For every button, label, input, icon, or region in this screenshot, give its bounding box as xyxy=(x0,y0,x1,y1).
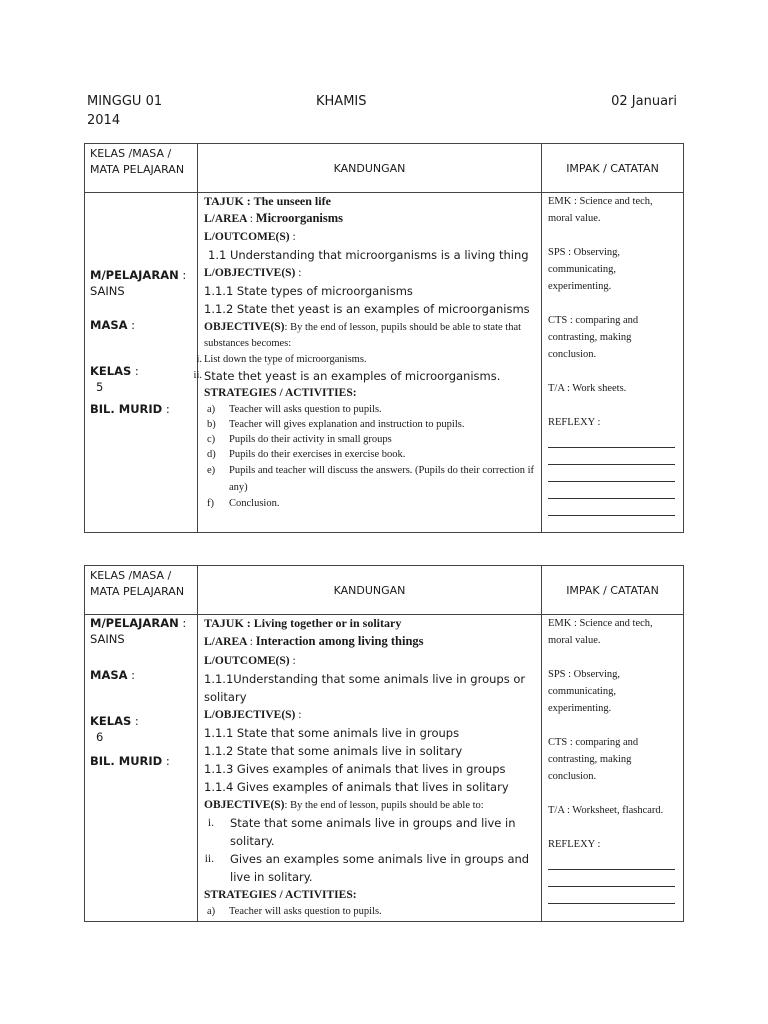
ta-text: T/A : Work sheets. xyxy=(548,383,627,394)
strategy-letter: d) xyxy=(207,449,216,460)
tajuk-line xyxy=(204,615,535,631)
strategy-item xyxy=(204,904,535,919)
lobjective-item: 1.1.2 State thet yeast is an examples of microorganisms xyxy=(204,302,530,316)
week-label: MINGGU 01 xyxy=(87,94,163,109)
strategy-letter: f) xyxy=(207,498,214,509)
date-label: 02 Januari xyxy=(611,94,677,109)
tajuk-label: TAJUK : xyxy=(204,194,251,208)
murid-label: BIL. MURID xyxy=(90,754,163,768)
header-impak: IMPAK / CATATAN xyxy=(542,144,684,193)
reflexy-line[interactable] xyxy=(548,465,675,482)
objective-item xyxy=(204,814,535,850)
strategy-item xyxy=(204,462,535,496)
strategy-text: Teacher will gives explanation and instruction to pupils. xyxy=(229,419,465,430)
objective-text: : By the end of lesson, pupils should be able to: xyxy=(284,800,484,811)
emk-text: EMK : Science and tech, moral value. xyxy=(548,196,653,224)
masa-label: MASA xyxy=(90,668,128,682)
lobjective-label: L/OBJECTIVE(S) xyxy=(204,709,296,721)
day-label: KHAMIS xyxy=(316,94,367,109)
tajuk-value: The unseen life xyxy=(253,194,331,208)
lesson-content-cell: TAJUK : The unseen life L/AREA : Microorganisms L/OUTCOME(S) : 1.1 Understanding that microorganisms is a living thing L/OBJECTIVE(S) : 1.1.1 State types of microorganisms 1.1.2 State thet yeast is an examples of microorganisms OBJECTIVE(S): By the end of lesson, pupils should be able to state that substances becomes: i. List down the type of microorganisms. ii. State thet yeast is an examples of microorganisms. STRATEGIES / ACTIVITIES: a) Teacher will asks question to pupils. b) Teacher will gives explanation and instruction to pupils. c) Pupils do their activity in small groups d) Pupils do their exercises in exercise book. e) Pupils and teacher will discuss the answers. (Pupils do their correction if any) f) Conclusion. xyxy=(198,193,542,533)
outcome-item: 1.1 Understanding that microorganisms is a living thing xyxy=(208,248,529,262)
objective-num: ii. xyxy=(204,853,214,865)
header-impak: IMPAK / CATATAN xyxy=(542,566,684,615)
lobjective-item: 1.1.1 State types of microorganisms xyxy=(204,284,413,298)
reflexy-line[interactable] xyxy=(548,870,675,887)
area-label: L/AREA xyxy=(204,636,247,648)
lesson-impact-cell xyxy=(542,193,684,533)
objective-num: ii. xyxy=(193,370,202,381)
lesson-row xyxy=(85,193,684,533)
reflexy-label: REFLEXY : xyxy=(548,839,601,850)
tajuk-line xyxy=(204,193,535,209)
strategy-letter: c) xyxy=(207,434,216,445)
area-line: L/AREA : Microorganisms xyxy=(204,211,344,225)
area-value: Microorganisms xyxy=(255,211,344,225)
strategy-item xyxy=(204,496,535,511)
objective-text: : By the end of lesson, pupils should be able to state that substances becomes: xyxy=(204,322,522,349)
kelas-value: 6 xyxy=(96,730,104,744)
lobjective-item: 1.1.1 State that some animals live in groups xyxy=(204,726,460,740)
strategy-letter: a) xyxy=(207,906,216,917)
cts-text: CTS : comparing and contrasting, making conclusion. xyxy=(548,737,639,782)
objective-list xyxy=(204,814,535,886)
strategy-letter: a) xyxy=(207,404,216,415)
reflexy-line[interactable] xyxy=(548,499,675,516)
strategy-text: Teacher will asks question to pupils. xyxy=(229,404,382,415)
objective-label: OBJECTIVE(S) xyxy=(204,321,285,333)
header-kandungan: KANDUNGAN xyxy=(198,144,542,193)
area-value: Interaction among living things xyxy=(255,634,424,648)
objective-item xyxy=(193,368,535,384)
objective-label: OBJECTIVE(S) xyxy=(204,799,285,811)
ta-text: T/A : Worksheet, flashcard. xyxy=(548,805,664,816)
kelas-value: 5 xyxy=(96,380,104,394)
strategies-list xyxy=(204,904,535,919)
lesson-meta-cell: M/PELAJARAN : SAINS MASA : KELAS : 6 BIL. MURID : xyxy=(85,615,198,922)
strategy-item xyxy=(204,417,535,432)
lesson-table-2 xyxy=(84,565,684,922)
strategy-item xyxy=(204,447,535,462)
header-kelas-masa: KELAS /MASA / MATA PELAJARAN xyxy=(85,144,198,193)
murid-label: BIL. MURID xyxy=(90,402,163,416)
sps-text: SPS : Observing, communicating, experimenting. xyxy=(548,247,621,292)
objective-text-item: Gives an examples some animals live in groups and live in solitary. xyxy=(230,852,530,884)
header-kelas-masa: KELAS /MASA / MATA PELAJARAN xyxy=(85,566,198,615)
header-kandungan: KANDUNGAN xyxy=(198,566,542,615)
strategies-list xyxy=(204,402,535,511)
strategy-text: Conclusion. xyxy=(229,498,280,509)
objective-text-item: List down the type of microorganisms. xyxy=(204,354,367,365)
lesson-meta-cell: M/PELAJARAN : SAINS MASA : KELAS : 5 BIL. MURID : xyxy=(85,193,198,533)
lobjective-label: L/OBJECTIVE(S) xyxy=(204,267,296,279)
table-header-row xyxy=(85,144,684,193)
kelas-label: KELAS xyxy=(90,364,132,378)
year-label: 2014 xyxy=(87,113,121,128)
cts-text: CTS : comparing and contrasting, making conclusion. xyxy=(548,315,639,360)
objective-text-item: State that some animals live in groups and live in solitary. xyxy=(230,816,516,848)
reflexy-line[interactable] xyxy=(548,887,675,904)
mp-label: M/PELAJARAN xyxy=(90,616,179,630)
objective-text-item: State thet yeast is an examples of microorganisms. xyxy=(204,369,501,383)
reflexy-line[interactable] xyxy=(548,853,675,870)
mp-label: M/PELAJARAN xyxy=(90,268,179,282)
masa-label: MASA xyxy=(90,318,128,332)
strategy-text: Pupils do their activity in small groups xyxy=(229,434,392,445)
sps-text: SPS : Observing, communicating, experimenting. xyxy=(548,669,621,714)
lesson-impact-cell xyxy=(542,615,684,922)
lesson-table-1 xyxy=(84,143,684,533)
objective-item xyxy=(196,352,535,368)
strategies-label: STRATEGIES / ACTIVITIES: xyxy=(204,889,357,901)
objective-num: i. xyxy=(207,817,214,829)
strategy-letter: e) xyxy=(207,465,216,476)
reflexy-line[interactable] xyxy=(548,482,675,499)
lesson-row xyxy=(85,615,684,922)
strategy-item xyxy=(204,432,535,447)
area-line: L/AREA : Interaction among living things xyxy=(204,634,424,648)
strategy-text: Pupils do their exercises in exercise book. xyxy=(229,449,406,460)
emk-text: EMK : Science and tech, moral value. xyxy=(548,618,653,646)
lobjective-item: 1.1.3 Gives examples of animals that lives in groups xyxy=(204,762,506,776)
mp-value: SAINS xyxy=(90,632,125,646)
reflexy-line[interactable] xyxy=(548,448,675,465)
tajuk-value: Living together or in solitary xyxy=(253,616,402,630)
mp-value: SAINS xyxy=(90,284,125,298)
reflexy-line[interactable] xyxy=(548,431,675,448)
kelas-label: KELAS xyxy=(90,714,132,728)
strategy-text: Teacher will asks question to pupils. xyxy=(229,906,382,917)
objective-num: i. xyxy=(196,354,202,365)
area-label: L/AREA xyxy=(204,213,247,225)
tajuk-label: TAJUK : xyxy=(204,616,251,630)
strategy-text: Pupils and teacher will discuss the answers. (Pupils do their correction if any) xyxy=(229,465,535,493)
table-header-row xyxy=(85,566,684,615)
strategy-item xyxy=(204,402,535,417)
lobjective-item: 1.1.4 Gives examples of animals that lives in solitary xyxy=(204,780,509,794)
reflexy-label: REFLEXY : xyxy=(548,417,601,428)
outcome-label: L/OUTCOME(S) xyxy=(204,231,290,243)
lesson-content-cell: TAJUK : Living together or in solitary L/AREA : Interaction among living things L/OUTCOME(S) : 1.1.1Understanding that some animals live in groups or solitary L/OBJECTIVE(S) : 1.1.1 State that some animals live in groups 1.1.2 State that some animals live in solitary 1.1.3 Gives examples of animals that lives in groups 1.1.4 Gives examples of animals that lives in solitary OBJECTIVE(S): By the end of lesson, pupils should be able to: i. State that some animals live in groups and live in solitary. ii. Gives an examples some animals live in groups and live in solitary. STRATEGIES / ACTIVITIES: a) Teacher will asks question to pupils. xyxy=(198,615,542,922)
objective-item xyxy=(204,850,535,886)
outcome-item: 1.1.1Understanding that some animals live in groups or solitary xyxy=(204,672,526,704)
lobjective-item: 1.1.2 State that some animals live in solitary xyxy=(204,744,463,758)
outcome-label: L/OUTCOME(S) xyxy=(204,655,290,667)
strategies-label: STRATEGIES / ACTIVITIES: xyxy=(204,387,357,399)
strategy-letter: b) xyxy=(207,419,216,430)
